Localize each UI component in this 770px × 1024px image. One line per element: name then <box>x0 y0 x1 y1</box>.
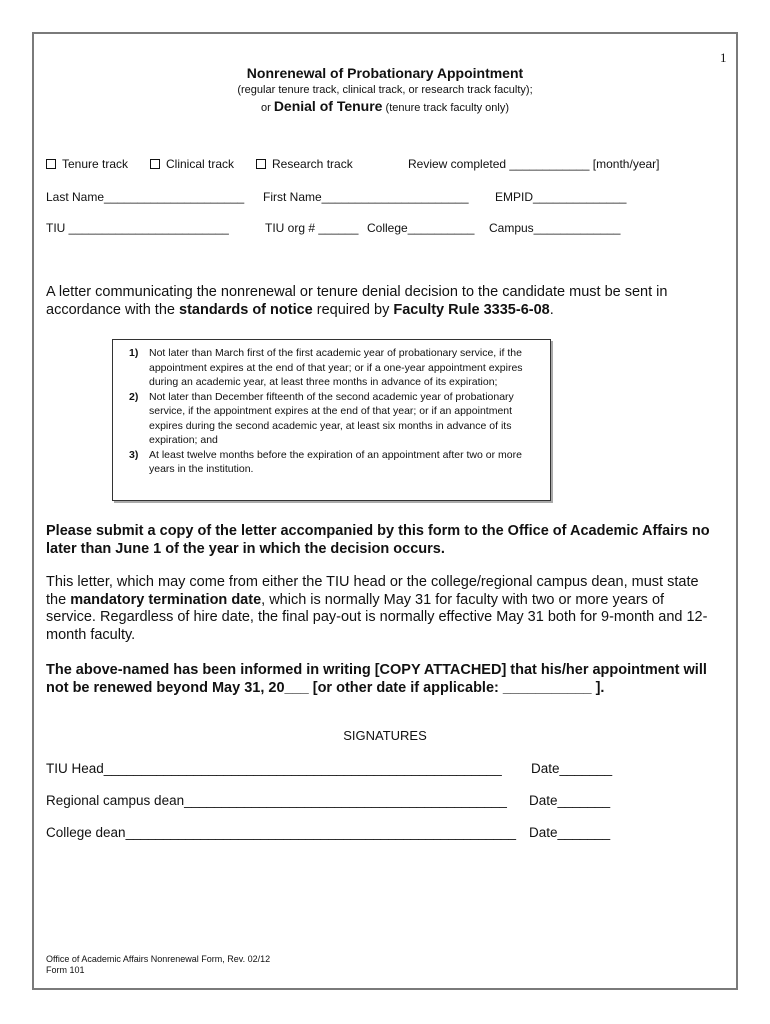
faculty-rule: Faculty Rule 3335-6-08 <box>393 301 550 318</box>
campus-field[interactable]: Campus_____________ <box>489 221 621 235</box>
page-number: 1 <box>720 50 727 65</box>
tiu-head-signature[interactable]: TIU Head_____________________________________________________ <box>46 761 502 776</box>
clinical-track-option[interactable]: Clinical track <box>150 157 234 171</box>
notice-item: 2) Not later than December fifteenth of the second academic year of probationary service, if the appointment expires at the end of that year; or if an appointment expires during the second academic year, at least six months in advance of its expiration; and <box>129 390 514 446</box>
empid-field[interactable]: EMPID______________ <box>495 190 627 204</box>
form-page <box>32 32 738 990</box>
footer-form-revision: Office of Academic Affairs Nonrenewal Form, Rev. 02/12 <box>46 954 271 964</box>
regional-dean-signature[interactable]: Regional campus dean___________________________________________ <box>46 793 507 808</box>
last-name-field[interactable]: Last Name_____________________ <box>46 190 245 204</box>
clinical-track-checkbox[interactable] <box>150 159 160 169</box>
form-subtitle-denial: or Denial of Tenure (tenure track faculty only) <box>260 98 510 114</box>
intro-paragraph: A letter communicating the nonrenewal or tenure denial decision to the candidate must be sent in accordance with the standards of notice required by Faculty Rule 3335-6-08. <box>46 284 668 318</box>
research-track-checkbox[interactable] <box>256 159 266 169</box>
research-track-option[interactable]: Research track <box>256 157 353 171</box>
mandatory-termination-date: mandatory termination date <box>70 591 262 608</box>
tiu-head-date[interactable]: Date_______ <box>531 761 613 776</box>
notice-standards-box <box>112 339 551 501</box>
form-title: Nonrenewal of Probationary Appointment <box>246 65 524 81</box>
college-dean-date[interactable]: Date_______ <box>529 825 611 840</box>
tenure-track-option[interactable]: Tenure track <box>46 157 128 171</box>
signatures-heading: SIGNATURES <box>343 728 427 743</box>
regional-dean-date[interactable]: Date_______ <box>529 793 611 808</box>
submit-instructions: Please submit a copy of the letter accompanied by this form to the Office of Academic Affairs no later than June 1 of the year in which the decision occurs. <box>46 523 710 557</box>
denial-of-tenure-label: Denial of Tenure <box>273 98 383 114</box>
college-field[interactable]: College__________ <box>367 221 475 235</box>
informed-statement: The above-named has been informed in writing [COPY ATTACHED] that his/her appointment will not be renewed beyond May 31, 20___ [or other date if applicable: ___________ ]. <box>46 662 707 696</box>
notice-item: 1) Not later than March first of the first academic year of probationary service, if the appointment expires at the end of that year; or if a one-year appointment expires during an academic year, at least three months in advance of its expiration; <box>129 347 523 388</box>
form-subtitle: (regular tenure track, clinical track, or research track faculty); <box>237 84 533 96</box>
first-name-field[interactable]: First Name______________________ <box>263 190 469 204</box>
notice-item: 3) At least twelve months before the expiration of an appointment after two or more years in the institution. <box>129 448 522 475</box>
review-completed-field[interactable]: Review completed ____________ [month/year] <box>408 157 660 171</box>
letter-paragraph: This letter, which may come from either the TIU head or the college/regional campus dean, must state the mandatory termination date, which is normally May 31 for faculty with two or more years of service. Regardless of hire date, the final pay-out is normally effective May 31 both for 9-month and 12-month faculty. <box>46 574 708 643</box>
college-dean-signature[interactable]: College dean____________________________________________________ <box>46 825 516 840</box>
tiu-field[interactable]: TIU ________________________ <box>46 221 229 235</box>
footer-form-number: Form 101 <box>46 965 85 975</box>
tiu-org-field[interactable]: TIU org # ______ <box>265 221 359 235</box>
tenure-track-checkbox[interactable] <box>46 159 56 169</box>
standards-of-notice: standards of notice <box>179 301 313 318</box>
